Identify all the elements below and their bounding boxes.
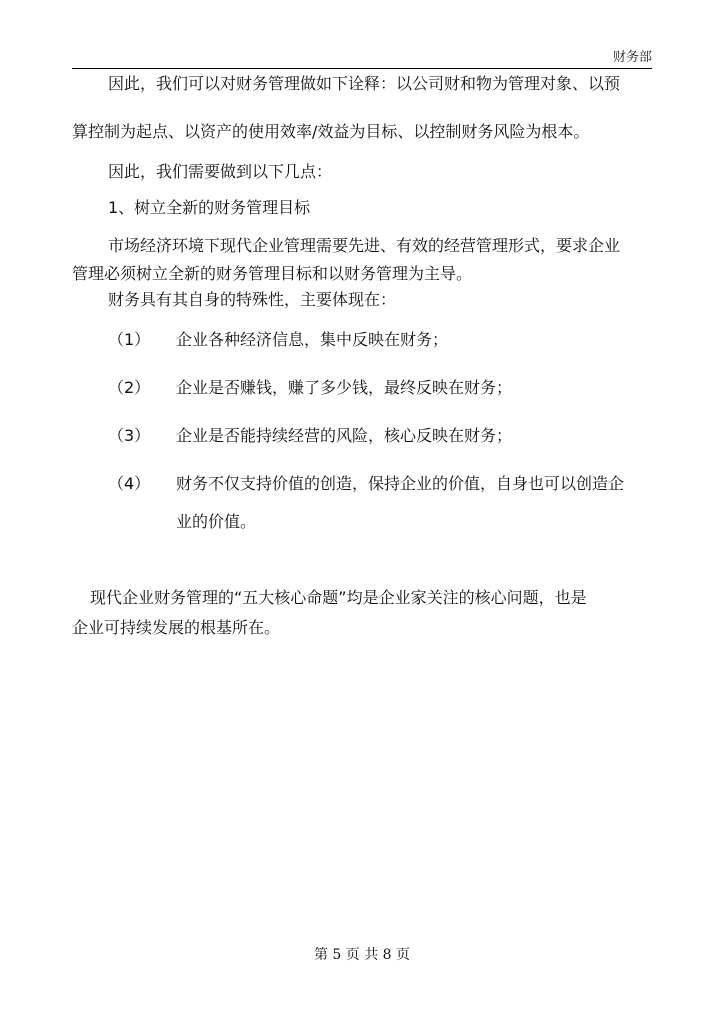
- header-rule: [72, 68, 652, 69]
- header-department: 财务部: [612, 50, 652, 65]
- page-number-footer: 第 5 页 共 8 页: [313, 947, 411, 963]
- paragraph-3-line-1: 市场经济环境下现代企业管理需要先进、有效的经营管理形式，要求企业: [108, 236, 621, 255]
- paragraph-5-line-1: 现代企业财务管理的“五大核心命题”均是企业家关注的核心问题，也是: [90, 588, 587, 607]
- list-item-2-text: 企业是否赚钱，赚了多少钱，最终反映在财务；: [176, 378, 513, 397]
- list-item-4-text-continued: 业的价值。: [176, 512, 257, 531]
- list-item-4-number: （4）: [108, 474, 151, 493]
- paragraph-3-line-2: 管理必须树立全新的财务管理目标和以财务管理为主导。: [72, 264, 473, 283]
- section-heading-1: 1、树立全新的财务管理目标: [108, 198, 311, 217]
- list-item-3-text: 企业是否能持续经营的风险，核心反映在财务；: [176, 426, 513, 445]
- list-item-1-text: 企业各种经济信息，集中反映在财务；: [176, 330, 449, 349]
- list-item-2-number: （2）: [108, 378, 151, 397]
- list-item-3-number: （3）: [108, 426, 151, 445]
- paragraph-1-line-2: 算控制为起点、以资产的使用效率/效益为目标、以控制财务风险为根本。: [72, 122, 590, 141]
- paragraph-4: 财务具有其自身的特殊性，主要体现在：: [108, 290, 397, 309]
- list-item-1-number: （1）: [108, 330, 151, 349]
- paragraph-5-line-2: 企业可持续发展的根基所在。: [72, 618, 281, 637]
- paragraph-1-line-1: 因此，我们可以对财务管理做如下诠释：以公司财和物为管理对象、以预: [108, 74, 621, 93]
- list-item-4-text: 财务不仅支持价值的创造，保持企业的价值，自身也可以创造企: [176, 474, 625, 493]
- paragraph-2: 因此，我们需要做到以下几点：: [108, 162, 333, 181]
